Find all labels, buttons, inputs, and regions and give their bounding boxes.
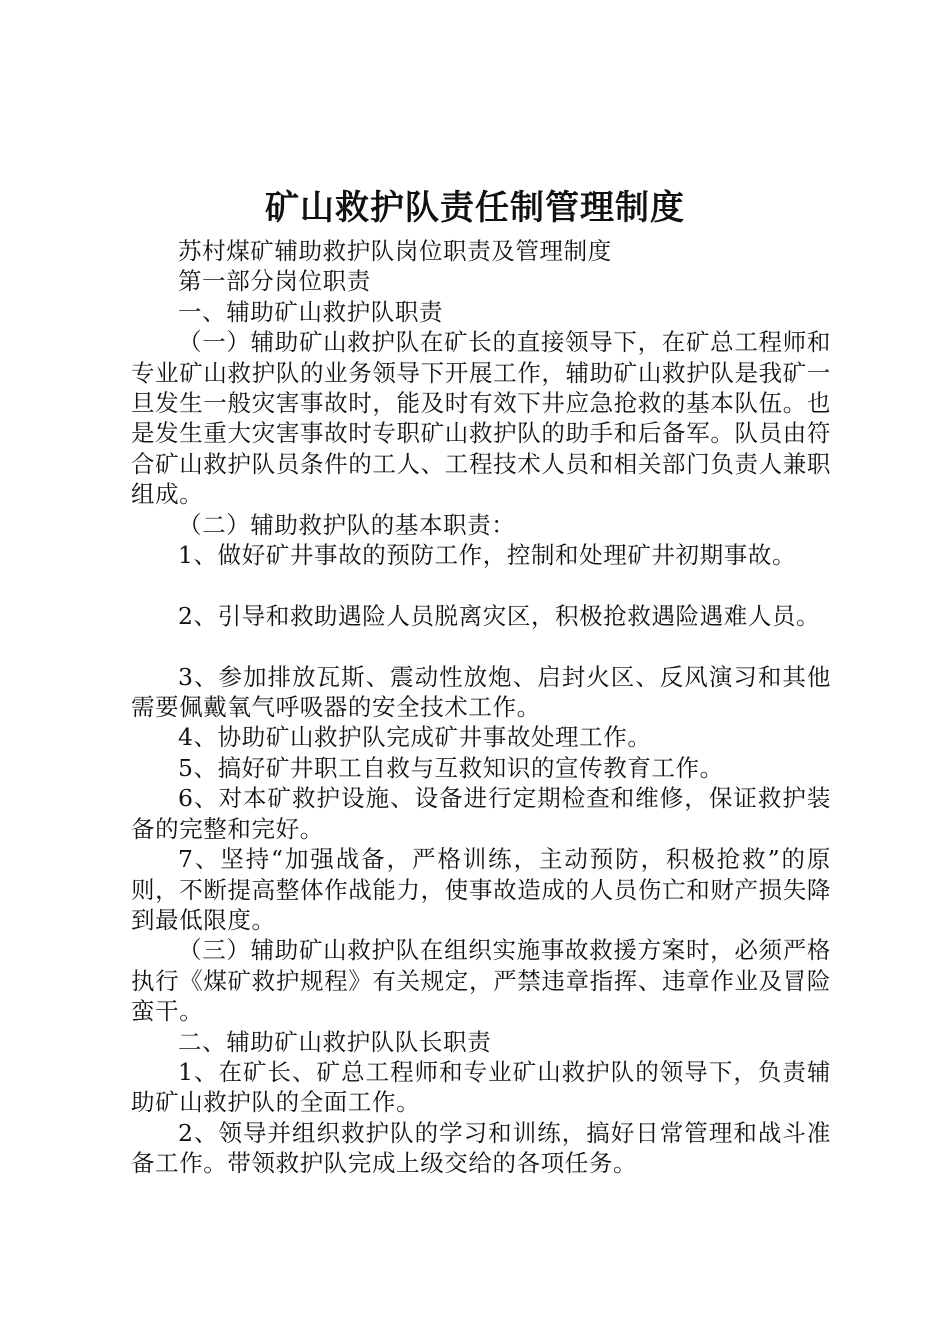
list-item: 4、协助矿山救护队完成矿井事故处理工作。 [178, 723, 652, 752]
paragraph: 第一部分岗位职责 [178, 267, 371, 296]
paragraph: （三）辅助矿山救护队在组织实施事故救援方案时，必须严格执行《煤矿救护规程》有关规定，严禁违章指挥、违章作业及冒险蛮干。 [131, 936, 831, 1026]
document-body [131, 236, 831, 1179]
paragraph: 苏村煤矿辅助救护队岗位职责及管理制度 [178, 237, 612, 265]
list-item: 3、参加排放瓦斯、震动性放炮、启封火区、反风演习和其他需要佩戴氧气呼吸器的安全技术工作。 [131, 662, 831, 722]
list-item: 2、领导并组织救护队的学习和训练，搞好日常管理和战斗准备工作。带领救护队完成上级交给的各项任务。 [131, 1118, 831, 1178]
list-item: 5、搞好矿井职工自救与互救知识的宣传教育工作。 [178, 753, 724, 782]
list-item: 1、在矿长、矿总工程师和专业矿山救护队的领导下，负责辅助矿山救护队的全面工作。 [131, 1057, 831, 1117]
list-item: 6、对本矿救护设施、设备进行定期检查和维修，保证救护装备的完整和完好。 [131, 784, 831, 843]
section-heading: 一、辅助矿山救护队职责 [178, 297, 444, 326]
paragraph: （二）辅助救护队的基本职责： [178, 510, 516, 539]
list-item: 7、坚持“加强战备，严格训练，主动预防，积极抢救”的原则，不断提高整体作战能力，使事故造成的人员伤亡和财产损失降到最低限度。 [131, 845, 831, 934]
document-title: 矿山救护队责任制管理制度 [265, 188, 685, 228]
list-item: 2、引导和救助遇险人员脱离灾区，积极抢救遇险遇难人员。 [178, 601, 821, 630]
list-item: 1、做好矿井事故的预防工作，控制和处理矿井初期事故。 [178, 541, 797, 570]
paragraph: （一）辅助矿山救护队在矿长的直接领导下，在矿总工程师和专业矿山救护队的业务领导下开展工作，辅助矿山救护队是我矿一旦发生一般灾害事故时，能及时有效下井应急抢救的基本队伍。也是发生重大灾害事故时专职矿山救护队的助手和后备军。队员由符合矿山救护队员条件的工人、工程技术人员和相关部门负责人兼职组成。 [131, 328, 831, 509]
section-heading: 二、辅助矿山救护队队长职责 [178, 1027, 492, 1056]
